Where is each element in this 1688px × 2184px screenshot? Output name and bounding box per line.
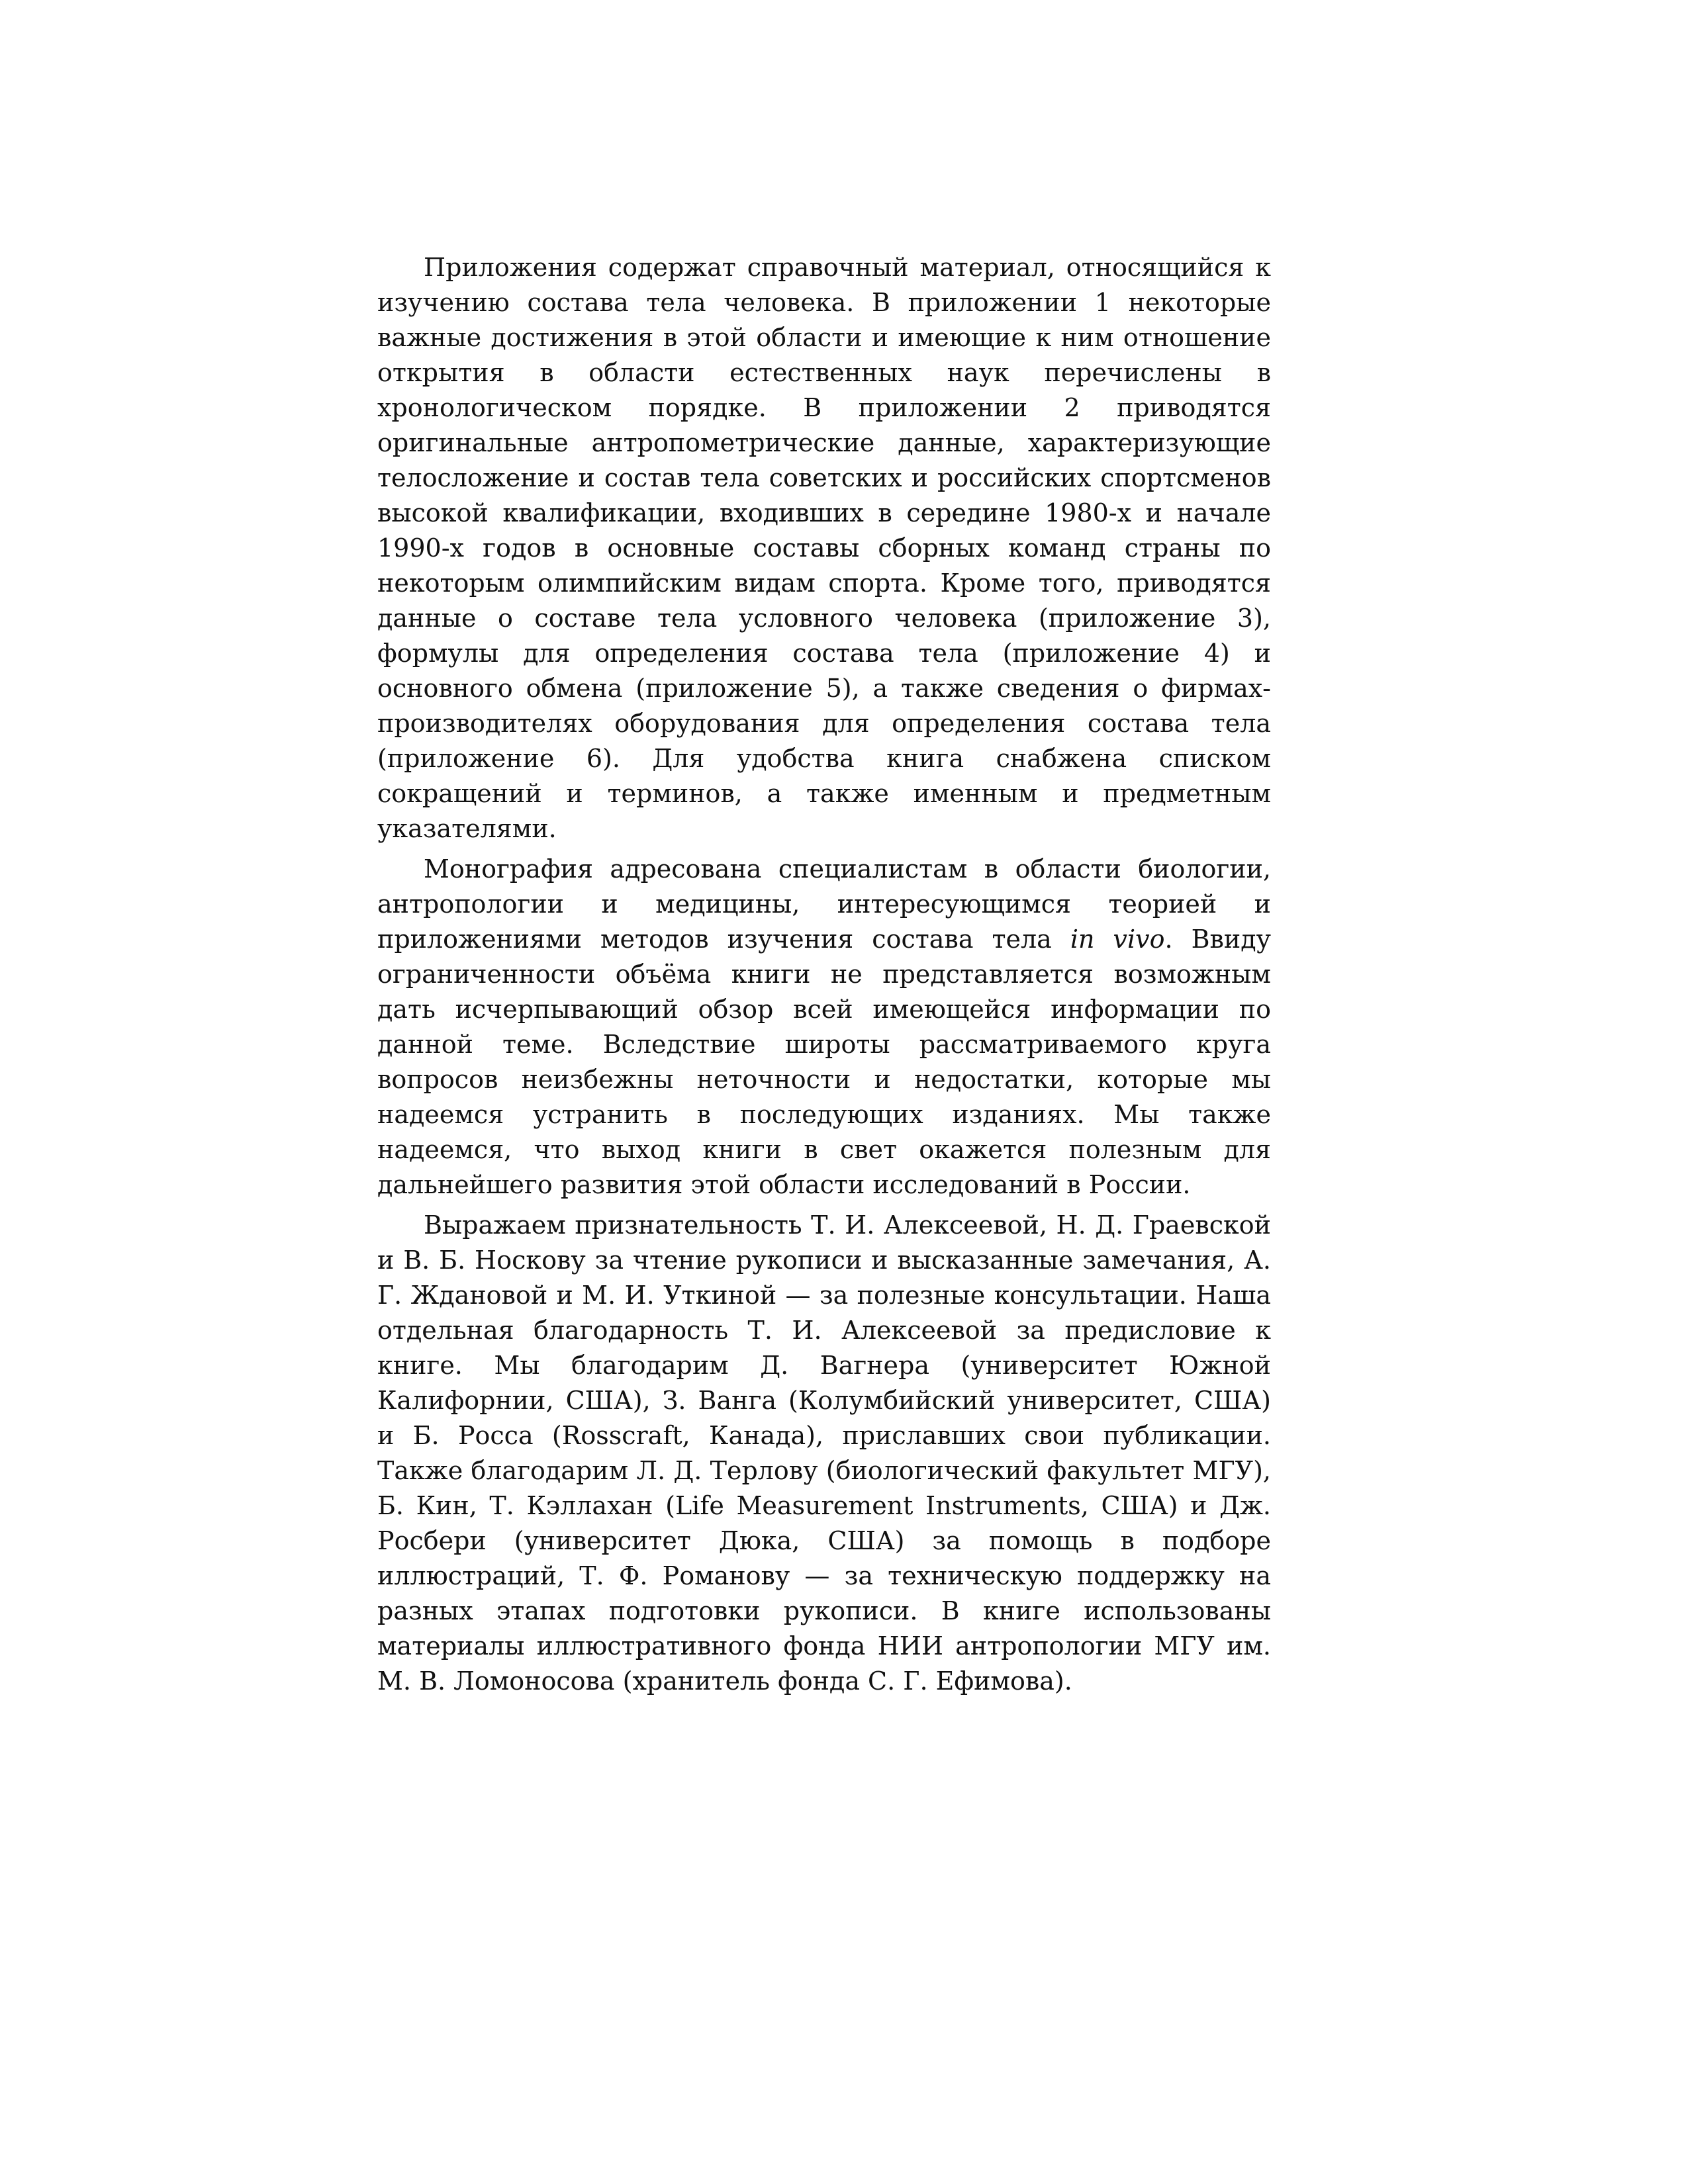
paragraph-acknowledgements-text: Выражаем признательность Т. И. Алексеевой, Н. Д. Граевской и В. Б. Носкову за чтение рукописи и высказанные замечания, А. Г. Ждановой и М. И. Уткиной — за полезные консультации. Наша отдельная благодарность Т. И. Алексеевой за предисловие к книге. Мы благодарим Д. Вагнера (университет Южной Калифорнии, США), З. Ванга (Колумбийский университет, США) и Б. Росса (Rosscraft, Канада), приславших свои публикации. Также благодарим Л. Д. Терлову (биологический факультет МГУ), Б. Кин, Т. Кэллахан (Life Measurement Instruments, США) и Дж. Росбери (университет Дюка, США) за помощь в подборе иллюстраций, Т. Ф. Романову — за техническую поддержку на разных этапах подготовки рукописи. В книге использованы материалы иллюстративного фонда НИИ антропологии МГУ им. М. В. Ломоносова (хранитель фонда С. Г. Ефимова).	[377, 1210, 1271, 1696]
paragraph-audience	[377, 852, 1271, 1203]
body-text	[377, 250, 1271, 1699]
paragraph-appendices	[377, 250, 1271, 846]
paragraph-audience-text-start: Монография адресована специалистам в области биологии, антропологии и медицины, интересующимся теорией и приложениями методов изучения состава тела	[377, 854, 1271, 954]
paragraph-appendices-text: Приложения содержат справочный материал, относящийся к изучению состава тела человека. В приложении 1 некоторые важные достижения в этой области и имеющие к ним отношение открытия в области естественных наук перечислены в хронологическом порядке. В приложении 2 приводятся оригинальные антропометрические данные, характеризующие телосложение и состав тела советских и российских спортсменов высокой квалификации, входивших в середине 1980-х и начале 1990-х годов в основные составы сборных команд страны по некоторым олимпийским видам спорта. Кроме того, приводятся данные о составе тела условного человека (приложение 3), формулы для определения состава тела (приложение 4) и основного обмена (приложение 5), а также сведения о фирмах-производителях оборудования для определения состава тела (приложение 6). Для удобства книга снабжена списком сокращений и терминов, а также именным и предметным указателями.	[377, 253, 1271, 843]
paragraph-audience-text-end: . Ввиду ограниченности объёма книги не представляется возможным дать исчерпывающий обзор всей имеющейся информации по данной теме. Вследствие широты рассматриваемого круга вопросов неизбежны неточности и недостатки, которые мы надеемся устранить в последующих изданиях. Мы также надеемся, что выход книги в свет окажется полезным для дальнейшего развития этой области исследований в России.	[377, 925, 1271, 1199]
paragraph-audience-italic-term: in vivo	[1070, 925, 1165, 954]
paragraph-acknowledgements	[377, 1208, 1271, 1699]
